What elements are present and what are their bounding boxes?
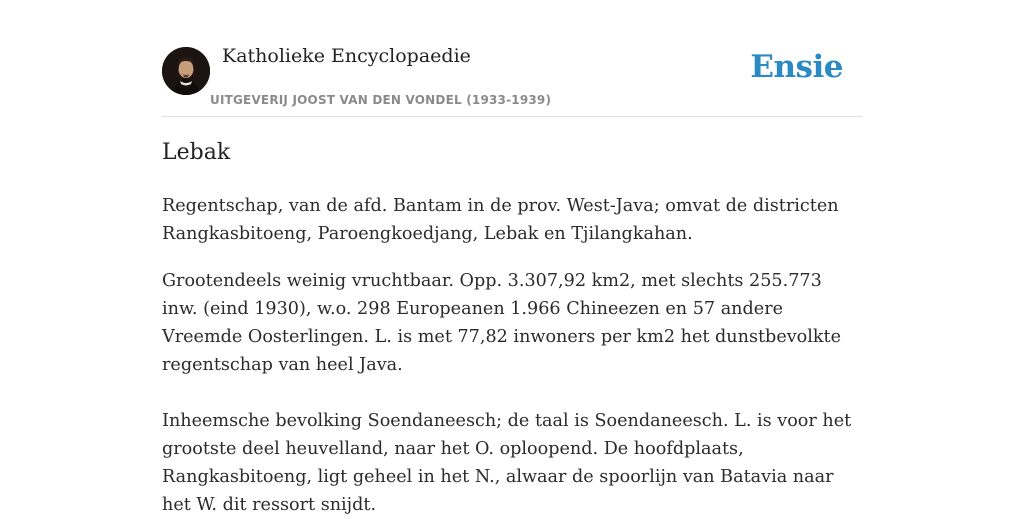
page xyxy=(162,0,862,515)
site-name[interactable]: Katholieke Encyclopaedie xyxy=(222,45,471,67)
publisher-subtitle: UITGEVERIJ JOOST VAN DEN VONDEL (1933-1939) xyxy=(210,93,552,107)
site-header xyxy=(162,0,862,117)
article-paragraph-1: Regentschap, van de afd. Bantam in de prov. West-Java; omvat de districten Rangkasbitoeng, Paroengkoedjang, Lebak en Tjilangkahan. xyxy=(162,196,839,244)
portrait-avatar-icon[interactable] xyxy=(162,47,210,95)
ensie-logo[interactable]: Ensie xyxy=(750,49,843,85)
article-paragraph-3: Inheemsche bevolking Soendaneesch; de taal is Soendaneesch. L. is voor het grootste deel heuvelland, naar het O. oploopend. De hoofdplaats, Rangkasbitoeng, ligt geheel in het N., alwaar de spoorlijn van Batavia naar het W. dit ressort snijdt. xyxy=(162,411,852,515)
article-title: Lebak xyxy=(162,140,231,165)
article-paragraph-2: Grootendeels weinig vruchtbaar. Opp. 3.307,92 km2, met slechts 255.773 inw. (eind 1930), w.o. 298 Europeanen 1.966 Chineezen en 57 andere Vreemde Oosterlingen. L. is met 77,82 inwoners per km2 het dunstbevolkte regentschap van heel Java. xyxy=(162,271,842,375)
